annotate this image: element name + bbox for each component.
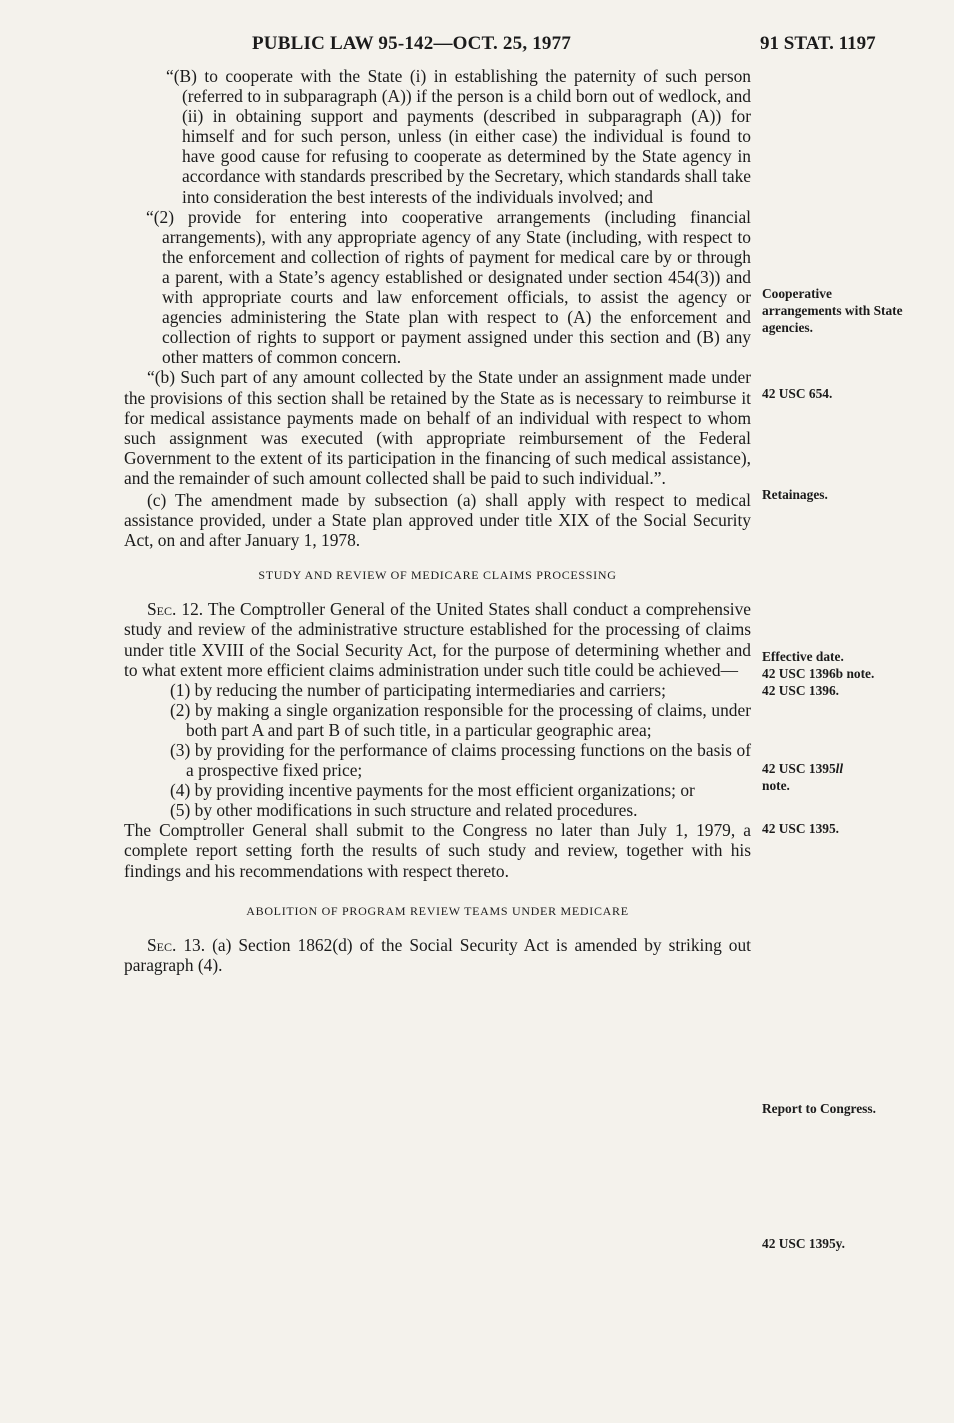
- margin-note-42-usc-1395ll-base: 42 USC 1395: [762, 761, 836, 776]
- margin-note-42-usc-1395ll-suffix: ll: [835, 761, 844, 776]
- running-header-stat-page: 91 STAT. 1197: [760, 33, 876, 54]
- section-12-text: The Comptroller General of the United States shall conduct a comprehensive study and review of the administrative structure established for the processing of claims under title XVIII of the Social Security Act, for the purpose of determining whether and to what extent more efficient claims administration under such title could be achieved—: [124, 599, 751, 680]
- paragraph-2-cooperative-arrangements: “(2) provide for entering into cooperative arrangements (including financial arrangements), with any appropriate agency of any State (including, with respect to the enforcement and collection of rights of payment for medical care by or through a parent, with a State’s agency established or designated under section 454(3)) and with appropriate courts and law enforcement officials, to assist the agency or agencies administering the State plan with respect to (A) the enforcement and collection of rights to support or payment assigned under this section and (B) any other matters of common concern.: [146, 206, 751, 368]
- margin-note-effective-date: [762, 648, 912, 699]
- margin-note-1395ll-note-label: note.: [762, 778, 790, 793]
- section-12-item-1: (1) by reducing the number of participating intermediaries and carriers;: [170, 679, 666, 700]
- margin-note-42-usc-1396: 42 USC 1396.: [762, 683, 840, 698]
- paragraph-subsection-b-retainages: “(b) Such part of any amount collected by the State under an assignment made under the provisions of this section shall be retained by the State as is necessary to reimburse it for medical assistance payments made on behalf of an individual with respect to whom such assignment was executed (with appropriate reimbursement of the Federal Government to the extent of its participation in the financing of such medical assistance), and the remainder of such amount collected shall be paid to such individual.”.: [124, 367, 751, 488]
- section-12-label: Sec. 12.: [147, 599, 204, 620]
- paragraph-subsection-c-effective-date: (c) The amendment made by subsection (a) shall apply with respect to medical assistance provided, under a State plan approved under title XIX of the Social Security Act, on and after January 1, 1978.: [124, 489, 751, 551]
- section-12-paragraph: [124, 599, 751, 679]
- margin-note-report-to-congress: Report to Congress.: [762, 1101, 876, 1116]
- body-text-column: [124, 66, 751, 975]
- paragraph-subparagraph-b: “(B) to cooperate with the State (i) in establishing the paternity of such person (referred to in subparagraph (A)) if the person is a child born out of wedlock, and (ii) in obtaining support and payments (described in subparagraph (A)) for himself and for such person, unless (in either case) the individual is found to have good cause for refusing to cooperate as determined by the State agency in accordance with standards prescribed by the Secretary, which standards shall take into consideration the best interests of the individuals involved; and: [166, 66, 751, 207]
- section-13-paragraph: [124, 935, 751, 975]
- margin-note-retainages: Retainages.: [762, 487, 828, 502]
- section-13-label: Sec. 13.: [147, 934, 206, 955]
- margin-note-cooperative-arrangements: Cooperative arrangements with State agencies.: [762, 286, 903, 335]
- margin-note-42-usc-1395ll: [762, 760, 912, 777]
- section-13-heading: ABOLITION OF PROGRAM REVIEW TEAMS UNDER MEDICARE: [246, 903, 629, 918]
- running-header-title: PUBLIC LAW 95-142—OCT. 25, 1977: [252, 33, 572, 54]
- paragraph-report-to-congress: The Comptroller General shall submit to the Congress no later than July 1, 1979, a complete report setting forth the results of such study and review, together with his findings and his recommendations with respect thereto.: [124, 820, 751, 881]
- section-12-item-4: (4) by providing incentive payments for the most efficient organizations; or: [170, 780, 695, 801]
- margin-note-42-usc-1395: 42 USC 1395.: [762, 821, 840, 836]
- section-12-heading: STUDY AND REVIEW OF MEDICARE CLAIMS PROCESSING: [258, 568, 617, 583]
- section-12-item-3: (3) by providing for the performance of claims processing functions on the basis of a prospective fixed price;: [170, 740, 751, 781]
- margin-note-42-usc-654: 42 USC 654.: [762, 386, 833, 401]
- margin-note-42-usc-1396b-note: 42 USC 1396b note.: [762, 666, 875, 681]
- section-12-item-5: (5) by other modifications in such structure and related procedures.: [170, 800, 638, 821]
- margin-note-42-usc-1395y: 42 USC 1395y.: [762, 1236, 845, 1251]
- section-12-item-2: (2) by making a single organization responsible for the processing of claims, under both part A and part B of such title, in a particular geographic area;: [170, 699, 751, 740]
- margin-note-42-usc-1395ll-note: [762, 760, 912, 794]
- margin-note-effective-date-label: Effective date.: [762, 649, 844, 664]
- section-13-text: (a) Section 1862(d) of the Social Security Act is amended by striking out paragraph (4).: [124, 934, 751, 975]
